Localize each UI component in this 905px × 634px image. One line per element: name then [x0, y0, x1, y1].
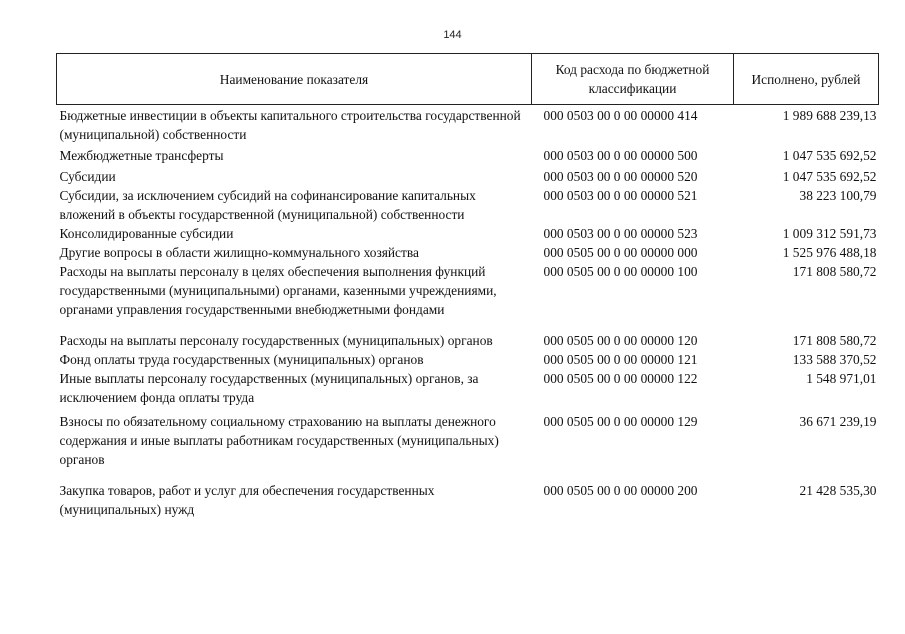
row-sum: 36 671 239,19 — [799, 414, 877, 429]
row-code: 000 0503 00 0 00 00000 521 — [543, 188, 698, 203]
table-row — [57, 105, 879, 145]
row-code: 000 0505 00 0 00 00000 121 — [543, 352, 698, 367]
row-name: Иные выплаты персоналу государственных (муниципальных) органов, за исключением фонда оплаты труда — [59, 371, 479, 405]
row-code: 000 0503 00 0 00 00000 523 — [543, 226, 698, 241]
row-sum: 1 047 535 692,52 — [782, 169, 877, 184]
table-row — [57, 407, 879, 469]
row-code: 000 0505 00 0 00 00000 120 — [543, 333, 698, 348]
table-row — [57, 186, 879, 224]
row-code: 000 0503 00 0 00 00000 414 — [543, 108, 698, 123]
table-header — [57, 54, 879, 105]
row-sum: 171 808 580,72 — [792, 264, 877, 279]
row-name: Другие вопросы в области жилищно-коммунального хозяйства — [59, 245, 419, 260]
row-sum: 1 047 535 692,52 — [782, 148, 877, 163]
table-row — [57, 469, 879, 519]
row-name: Фонд оплаты труда государственных (муниципальных) органов — [59, 352, 424, 367]
row-sum: 1 989 688 239,13 — [782, 108, 877, 123]
row-name: Межбюджетные трансферты — [59, 148, 224, 163]
table-row — [57, 319, 879, 350]
table-row — [57, 165, 879, 186]
row-sum: 133 588 370,52 — [792, 352, 877, 367]
table-row — [57, 144, 879, 165]
header-indicator-name: Наименование показателя — [57, 54, 532, 105]
row-name: Консолидированные субсидии — [59, 226, 234, 241]
row-code: 000 0505 00 0 00 00000 200 — [543, 483, 698, 498]
row-sum: 1 009 312 591,73 — [782, 226, 877, 241]
row-code: 000 0505 00 0 00 00000 000 — [543, 245, 698, 260]
row-name: Субсидии, за исключением субсидий на софинансирование капитальных вложений в объекты государственной (муниципальной) собственности — [59, 188, 476, 222]
row-code: 000 0505 00 0 00 00000 129 — [543, 414, 698, 429]
expenditure-table — [56, 53, 879, 519]
row-sum: 171 808 580,72 — [792, 333, 877, 348]
header-budget-code: Код расхода по бюджетной классификации — [532, 54, 734, 105]
row-name: Расходы на выплаты персоналу государственных (муниципальных) органов — [59, 333, 493, 348]
header-row — [57, 54, 879, 105]
row-sum: 38 223 100,79 — [799, 188, 877, 203]
row-sum: 1 548 971,01 — [806, 371, 877, 386]
row-code: 000 0503 00 0 00 00000 520 — [543, 169, 698, 184]
row-code: 000 0503 00 0 00 00000 500 — [543, 148, 698, 163]
table-body — [57, 105, 879, 520]
table-row — [57, 243, 879, 262]
header-executed-amount: Исполнено, рублей — [734, 54, 879, 105]
row-name: Расходы на выплаты персоналу в целях обеспечения выполнения функций государственными (муниципальными) органами, казенными учреждениями, органами управления государственными внебюджетными фондами — [59, 264, 497, 317]
table-row — [57, 224, 879, 243]
row-code: 000 0505 00 0 00 00000 100 — [543, 264, 698, 279]
row-sum: 21 428 535,30 — [799, 483, 877, 498]
table-row — [57, 369, 879, 407]
table-row — [57, 350, 879, 369]
page-number: 144 — [443, 29, 462, 41]
row-name: Бюджетные инвестиции в объекты капитального строительства государственной (муниципальной) собственности — [59, 108, 521, 142]
row-name: Закупка товаров, работ и услуг для обеспечения государственных (муниципальных) нужд — [59, 483, 435, 517]
table-row — [57, 262, 879, 319]
row-name: Субсидии — [59, 169, 116, 184]
row-name: Взносы по обязательному социальному страхованию на выплаты денежного содержания и иные выплаты работникам государственных (муниципальных) органов — [59, 414, 499, 467]
row-sum: 1 525 976 488,18 — [782, 245, 877, 260]
row-code: 000 0505 00 0 00 00000 122 — [543, 371, 698, 386]
